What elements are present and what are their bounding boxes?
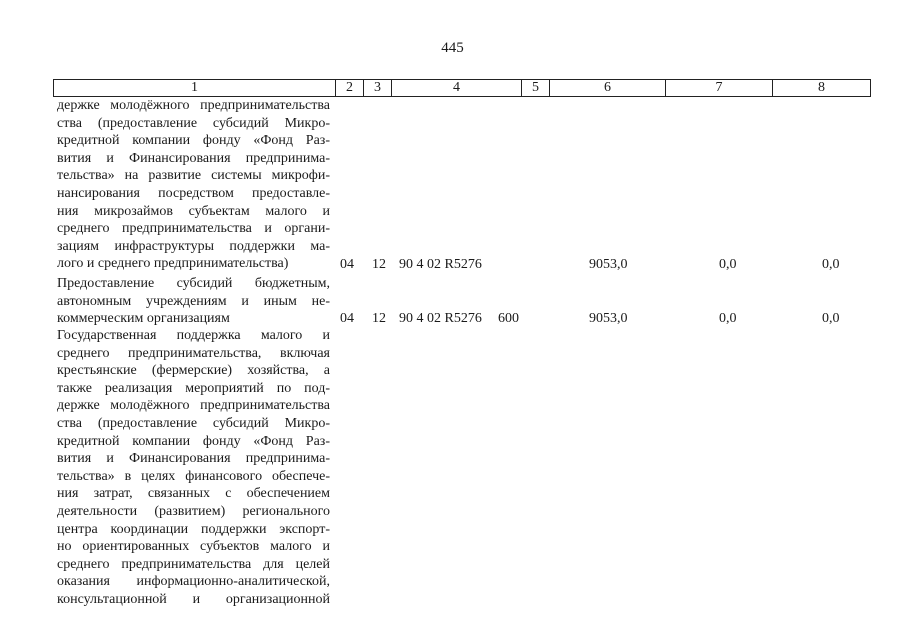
header-col-6: 6 — [550, 80, 666, 97]
description-line: коммерческим организациям — [57, 311, 230, 327]
target-article-code: 90 4 02 R5276 — [399, 311, 482, 326]
section-code: 04 — [340, 311, 354, 326]
amount-col-8: 0,0 — [822, 257, 840, 272]
description-line: ния затрат, связанных с обеспечением — [57, 486, 330, 502]
description-line: крестьянские (фермерские) хозяйства, а — [57, 363, 330, 379]
header-col-5: 5 — [522, 80, 550, 97]
description-line: зациям инфраструктуры поддержки ма- — [57, 238, 330, 254]
subsection-code: 12 — [372, 311, 386, 326]
description-line: держке молодёжного предпринимательства — [57, 398, 330, 414]
header-col-1: 1 — [54, 80, 336, 97]
description-line: центра координации поддержки экспорт- — [57, 521, 330, 537]
header-col-8: 8 — [773, 80, 871, 97]
amount-col-7: 0,0 — [719, 257, 737, 272]
amount-col-8: 0,0 — [822, 311, 840, 326]
description-line: лого и среднего предпринимательства) — [57, 256, 289, 272]
header-col-3: 3 — [364, 80, 392, 97]
header-col-2: 2 — [336, 80, 364, 97]
subsection-code: 12 — [372, 257, 386, 272]
description-line: вития и Финансирования предпринима- — [57, 451, 330, 467]
header-col-7: 7 — [666, 80, 773, 97]
section-code: 04 — [340, 257, 354, 272]
amount-col-7: 0,0 — [719, 311, 737, 326]
description-line: кредитной компании фонду «Фонд Раз- — [57, 133, 330, 149]
description-line: ства (предоставление субсидий Микро- — [57, 415, 330, 431]
description-line: тельства» в целях финансового обеспече- — [57, 468, 330, 484]
row-description — [57, 275, 330, 328]
amount-col-6: 9053,0 — [589, 257, 628, 272]
description-line: вития и Финансирования предпринима- — [57, 150, 330, 166]
description-line: среднего предпринимательства и органи- — [57, 221, 330, 237]
description-line: но ориентированных субъектов малого и — [57, 539, 330, 555]
description-line: ства (предоставление субсидий Микро- — [57, 115, 330, 131]
row-description — [57, 97, 330, 273]
amount-col-6: 9053,0 — [589, 311, 628, 326]
description-line: ния микрозаймов субъектам малого и — [57, 203, 330, 219]
header-col-4: 4 — [392, 80, 522, 97]
description-line: консультационной и организационной — [57, 591, 330, 607]
row-description — [57, 327, 330, 609]
description-line: автономным учреждениям и иным не- — [57, 293, 330, 309]
description-line: Государственная поддержка малого и — [57, 328, 330, 343]
description-line: Предоставление субсидий бюджетным, — [57, 276, 330, 291]
table-header — [53, 79, 871, 97]
page-number: 445 — [441, 40, 464, 56]
description-line: кредитной компании фонду «Фонд Раз- — [57, 433, 330, 449]
description-line: оказания информационно-аналитической, — [57, 574, 330, 590]
description-line: держке молодёжного предпринимательства — [57, 98, 330, 113]
description-line: среднего предпринимательства для целей — [57, 556, 330, 572]
target-article-code: 90 4 02 R5276 — [399, 257, 482, 272]
expense-type-code: 600 — [498, 311, 519, 326]
description-line: нансирования посредством предоставле- — [57, 185, 330, 201]
description-line: тельства» на развитие системы микрофи- — [57, 168, 330, 184]
description-line: деятельности (развитием) регионального — [57, 503, 330, 519]
description-line: также реализация мероприятий по под- — [57, 380, 330, 396]
description-line: среднего предпринимательства, включая — [57, 345, 330, 361]
